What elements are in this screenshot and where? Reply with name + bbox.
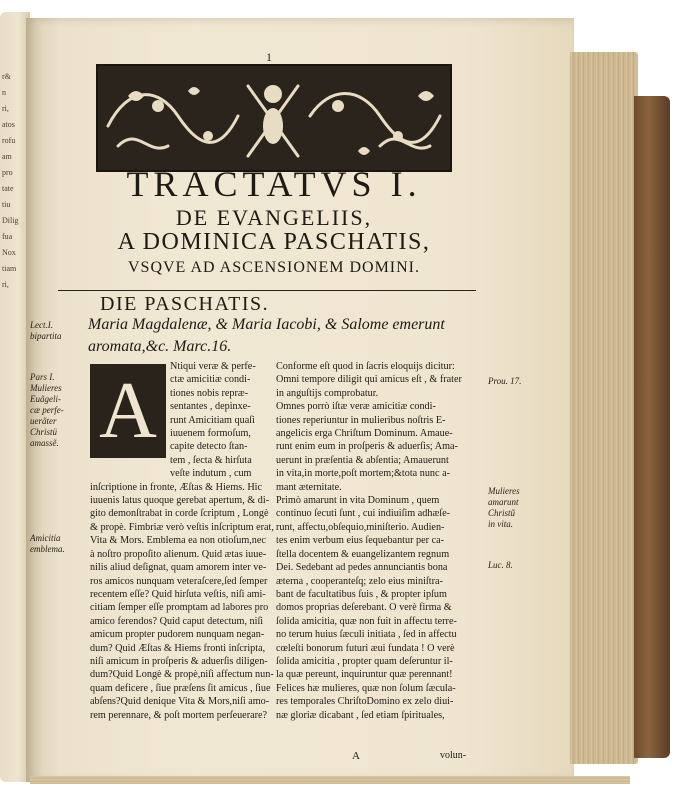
text-line: no terum huius ſæculi initiata , ſed in affectu <box>276 629 457 641</box>
margin-note-mulieres: Mulieres amarunt Christũ in vita. <box>488 486 520 529</box>
left-page-fragment: am <box>2 152 12 161</box>
text-line: in anguſtijs comprobatur. <box>276 387 379 399</box>
text-line: tiones nobis repræ- <box>170 387 249 399</box>
text-line: næ gloriæ dicabant , ſed etiam ſpirituales, <box>276 709 445 721</box>
margin-note-prou: Prou. 17. <box>488 376 522 386</box>
text-line: runt, affectu,obſequio,miniſterio. Audien- <box>276 521 445 533</box>
text-line: tes enim verbum eius ſequebantur per ca- <box>276 535 445 547</box>
title-range-continued: VSQVE AD ASCENSIONEM DOMINI. <box>127 259 420 276</box>
text-line: uerunt in præſentia & abſentia; Amauerunt <box>276 454 449 466</box>
text-line: amico ferendos? Quid caput detectum, niſi <box>90 615 264 627</box>
text-line: citiam ſemper eſſe promptam ad labores pro <box>90 602 269 614</box>
text-line: ſolida amicitia , propter quam deſeruntur il- <box>276 655 453 667</box>
text-line: amicum propter pudorem nunquam negan- <box>90 629 265 641</box>
verse-line-2: aromata,&c. Marc.16. <box>88 338 232 355</box>
text-line: in vita,in morte,poſt mortem;&tota nunc a- <box>276 468 450 480</box>
left-column-text <box>90 360 274 722</box>
text-line: Omnes porrò iſtæ veræ amicitiæ condi- <box>276 401 436 413</box>
text-line: Ntiqui veræ & perfe- <box>170 361 256 372</box>
text-line: & propè. Fimbriæ verò veſtis inſcriptum erat, <box>90 521 274 533</box>
text-line: gito demonſtrabat in corde ſcriptum , Longè <box>90 508 269 520</box>
text-line: dum?Quid Longè & propè,niſi affectum nun- <box>90 669 274 681</box>
left-page-fragment: Nox <box>2 248 16 257</box>
left-page-fragment: ri, <box>2 104 9 113</box>
text-line: la quæ pereunt, inquiruntur quæ perennant! <box>276 669 453 681</box>
catchword: volun- <box>440 750 467 761</box>
text-line: à noſtro propoſito alienum. Quid ætas iuue- <box>90 548 267 560</box>
text-line: iuuenem formoſum, <box>170 428 251 440</box>
section-heading: DIE PASCHATIS. <box>100 293 270 315</box>
title-range: A DOMINICA PASCHATIS, <box>117 229 431 255</box>
left-page-fragment: rofu <box>2 136 16 145</box>
text-line: recentem eſſe? Quid hirſuta veſtis, niſi ami- <box>90 588 266 600</box>
left-page-fragment: r& <box>2 72 11 81</box>
signature-mark: A <box>352 750 360 762</box>
text-line: continuo ſecuti ſunt , cui indiuiſim adhæſe- <box>276 508 451 520</box>
ornamental-headpiece-icon <box>96 64 452 172</box>
text-line: Felices hæ mulieres, quæ non ſolum ſæcula- <box>276 682 456 694</box>
left-page-fragment: atos <box>2 120 15 129</box>
left-page-fragment: tiam <box>2 264 17 273</box>
text-line: ſtella docentem & euangelizantem regnum <box>276 548 450 560</box>
left-page-fragment: tate <box>2 184 14 193</box>
text-line: runt Amicitiam quaſi <box>170 414 255 426</box>
text-line: Omni tempore diligit qui amicus eſt , & frater <box>276 374 462 386</box>
text-line: veſte indutum , cum <box>170 468 252 480</box>
initial-letter: A <box>99 367 157 455</box>
horizontal-rule <box>58 290 476 291</box>
text-line: sentantes , depinxe- <box>170 401 251 413</box>
text-line: iuuenis latus quoque gerebat apertum, & di- <box>90 495 270 507</box>
text-line: mant æternitate. <box>276 481 342 493</box>
text-line: tem , ſecta & hirſuta <box>170 454 252 466</box>
text-line: cœleſti bonorum futuri æui fundata ! O verè <box>276 642 455 654</box>
text-line: dum? Quid Æſtas & Hiems fronti inſcripta, <box>90 642 266 654</box>
text-line: tiones reperiuntur in mulieribus noſtris E- <box>276 414 446 426</box>
text-line: ctæ amicitiæ condi- <box>170 374 251 386</box>
left-page-fragment: ri, <box>2 280 9 289</box>
text-line: ros amicos nunquam veteraſcere,ſed ſemper <box>90 575 268 587</box>
text-line: Vita & Mors. Emblema ea non otioſum,nec <box>90 535 266 547</box>
margin-note-lect: Lect.I. bipartita <box>30 320 62 341</box>
text-line: Primò amarunt in vita Dominum , quem <box>276 495 440 507</box>
text-line: nilis aliud deſignat, quam amorem inter ve- <box>90 562 267 574</box>
margin-note-luc: Luc. 8. <box>488 560 513 570</box>
margin-note-amicitia: Amicitia emblema. <box>30 533 65 554</box>
text-line: domos proprias deſerebant. O verè firma & <box>276 602 452 614</box>
right-column-text <box>276 360 480 722</box>
bottom-page-edges <box>30 776 630 784</box>
title-main: TRACTATVS I. <box>126 164 422 204</box>
text-line: Conforme eſt quod in ſacris eloquijs dicitur: <box>276 361 455 372</box>
text-line: niſi amicum in proſperis & aduerſis diligen- <box>90 655 268 667</box>
text-line: res temporales ChriſtoDomino ex zelo diui- <box>276 696 454 708</box>
text-line: capite detecto ſtan- <box>170 441 248 453</box>
verse-line-1: Maria Magdalenæ, & Maria Iacobi, & Salome emerunt <box>88 316 445 333</box>
title-sub: DE EVANGELIIS, <box>175 205 373 230</box>
left-page-fragment: tiu <box>2 200 11 209</box>
text-line: runt enim eum in proſperis & aduerſis; Ama- <box>276 441 458 453</box>
left-page-fragment: pro <box>2 168 13 177</box>
text-line: æterna , cooperanteſq; zelo eius miniſtra- <box>276 575 443 587</box>
text-line: angelicis erga Chriſtum Dominum. Amaue- <box>276 428 453 440</box>
text-line: abſens?Quid denique Vita & Mors,niſi amo- <box>90 696 270 708</box>
text-line: rem perennare, & poſt mortem perſeuerare? <box>90 709 268 721</box>
left-page-fragment: fua <box>2 232 13 241</box>
text-line: quam deficere , ſiue præſens ſit amicus , ſiue <box>90 682 271 694</box>
text-line: ſolida amicitia, quæ non fuit in affectu terre- <box>276 615 457 627</box>
text-line: Dei. Sedebant ad pedes annunciantis bona <box>276 562 448 574</box>
left-page-fragment: n <box>2 88 6 97</box>
left-page-fragment: Dilig <box>2 216 19 225</box>
book-spine <box>634 96 670 758</box>
text-line: bant de facultatibus ſuis , & propter ipſum <box>276 588 447 600</box>
text-line: inſcriptione in fronte, Æſtas & Hiems. Hic <box>90 481 263 493</box>
margin-note-pars: Pars I. Mulieres Euãgeli- cæ perfe- uerãter Christü amassẽ. <box>30 372 64 448</box>
folio-number: 1 <box>266 50 272 64</box>
page-edges <box>570 52 638 764</box>
